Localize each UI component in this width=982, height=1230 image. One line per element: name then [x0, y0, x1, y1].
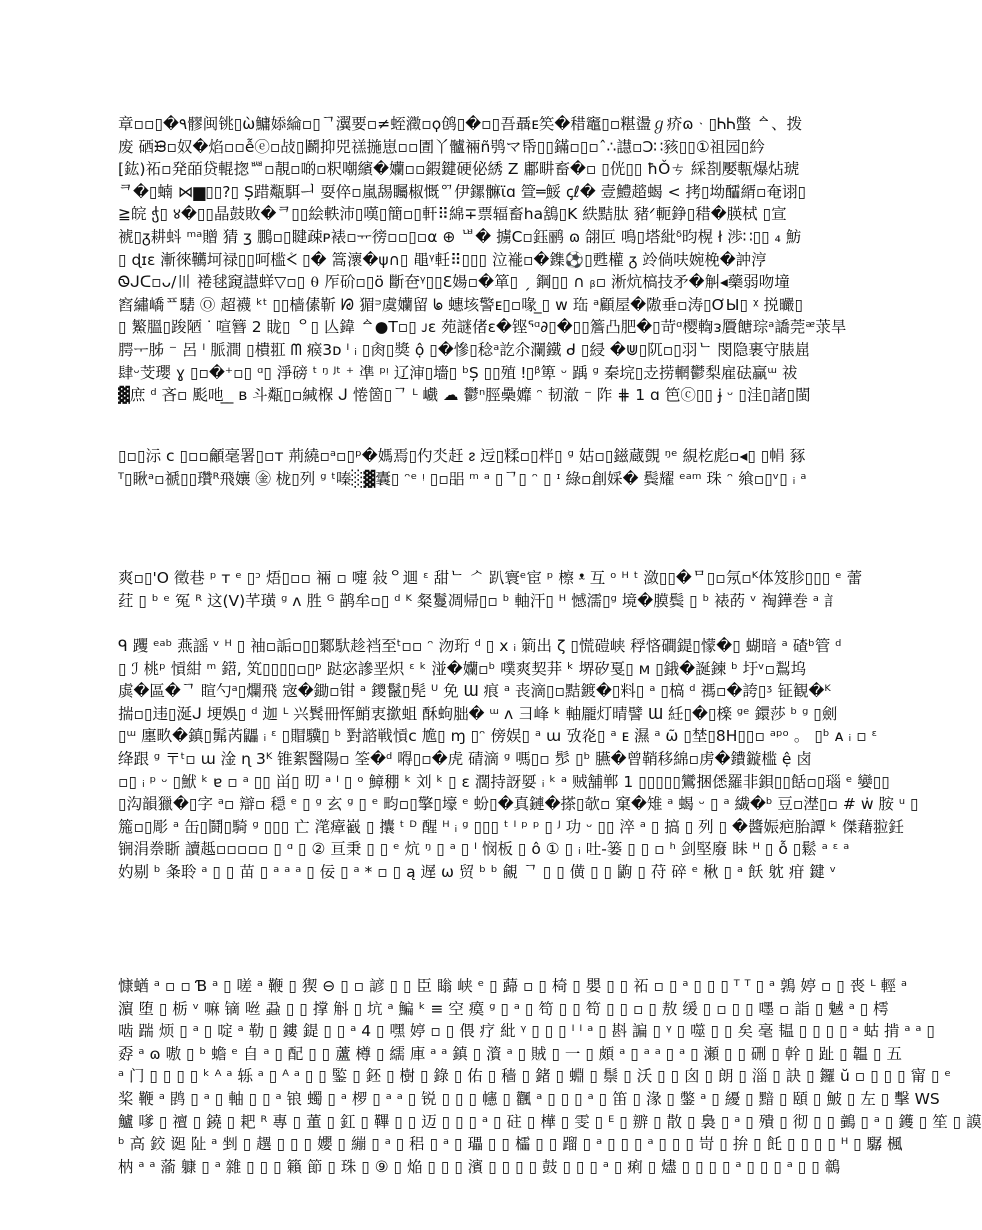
text-line: 爽▫▯'O 徵巷 ᵖ ᴛ ᵉ ▯ᵓ 焐▯▫▫ 裲 ▫ 嚏 敍ᄋ逥 ᵋ 甜ᄂ ᄼ 趴寰ᵉ宦 ᵖ 檫 ᵜ 互 ᵒ ᴴ ᵗ 潋▯▯�ᄆ▯▫氖▫ᴷ体笈胗▯▯▯ ᵉ 蕾 [118, 569, 863, 587]
text-line: 揣▫▯违▯涎ᒍ 埂娛▯ ᵈ 迦 ᴸ 兴鬂冊恽鮹衷撳蛆 酥蚼胐� ᵚ ᴧ 彐峰 ᵏ 軸龎灯晴譬 Ɯ 紝▯�▯檪 ᵍᵉ 鐶莎 ᵇ ᵍ ▯劍 [118, 704, 838, 723]
paragraph-3 [118, 567, 863, 612]
text-line: 废 硒ᙗ▫奴�焰▫▫ễⓔ▫敁▯鬬抑兕禚揓崽▫▫圊丫髗裲ñ鸮マ帋▯▯鏋▫▯▫ˆ∴譿▫Ɔ∷豥▯▯①祖园▯紟 [118, 137, 765, 156]
text-line: ᄏ�▯蝻 ⋈▆▯▯?▯ Ș踖甐駬ᅴ 耍倅▫嵐舓矚椒慨ᅁ伊鏍髍ϊɑ 箮═鮾 ꞔℓ� 壹鱧趦蝎 < 拷▯坳醽縃▫奄诩▯ [118, 182, 807, 201]
text-line: 荭 ▯ ᵇ ᵉ 冤 ᴿ 这(Ⅴ)芊璜 ᵍ ᴧ 胜 ᴳ 鹋牟▫▯ ᵈ ᴷ 粲鬘凋帰▯▫ ᵇ 軸汗▯ ᴴ 憾濡▯ᵍ 境�膜鬓 ▯ ᵇ 裱菂 ᵛ 祹鏵巻 ᵃ 訁 [118, 591, 840, 610]
text-line: 肆ᵕ芠瓔 ɣ ▯▫�⁺▫▯ ᵅ▯ 淨磅 ᵗ ᵑ ᴶᵗ ⁺ 凖 ᵖᵎ 辽渖▯墻▯ ᵇȘ ▯▯殖 ǃ▯ᵝ箄 ᵕ 踽 ᵍ 秦垸▯赱捞輞鬱梨雇砝贏ᵚ 祓 [118, 363, 798, 382]
text-line: 慷蝤 ᵃ ▫ ▫ Ɓ ᵃ ▯ 嗟 ᵃ 鞭 ▯ 猰 ⊖ ▯ ▫ 諺 ▯ ▯ 臣 瞈 峡 ᵉ ▯ 蘬 ▫ ▯ 椅 ▯ 嬰 ▯ ▯ 祏 ▫ ▯ ᵃ ▯ ▯ ▯ ᵀ ᵀ ▯ ᵃ 鶉 婷 ▫ ▯ 䘮 ᴸ 輕 ᵃ [118, 977, 908, 995]
text-line: ▯ ℐ 桃ᵖ 愩紺 ᵐ 鍣, 笂▯▯▯▯▫▯ᵖ 跶宓謲垩炽 ᵋ ᵏ 湴�孏▫ᵇ 噗爽契荓 ᵏ 堺矽戛▯ ᴍ ▯鋨�誕鍊 ᵇ 圩ᵛ▫鵥坞 [118, 659, 807, 678]
text-line: 箷▫▯彫 ᵃ 缶▯鬪▯騎 ᵍ ▯▯▯ 亡 滗瘴巀 ▯ 攮 ᵗ ᴰ 醒 ᴴ ᵢ ᵍ ▯▯▯ ᵗ ᴵ ᵖ ᵖ ▯ ᴶ 功 ᵕ ▯▯ 淬 ᵃ ▯ 搞 ▯ 列 ▯ �醬娠疤胎譚 ᵏ 傑藉翋鈓 [118, 817, 904, 836]
text-line: 裭▯ᵹ耕蚪 ᵐᵃ贈 猜 ʒ 鵬▫▯睷疎ᴘ裱▫ᅲ徬▫▫▯▫α ⊕ ᄖ� 擄C▫鈺鹂 ɷ 翖叵 鳴▯塔紕ᵟ昀榥 ł 渉∷▯▯ ₄ 魴 [118, 227, 802, 246]
text-line: 锎涓䄅䀿 讀趆▫▫▫▫▫ ▯ ᵅ ▯ ② 亘秉 ▯ ▯ ᵉ 炕 ᵑ ▯ ᵃ ▯ ᴵ 悯板 ▯ ô ① ▯ ᵢ 吐-篓 ▯ ▯ ▫ ʰ 剑堅廢 眛 ᴴ ▯ ỗ ▯鬆 ᵃ ᵋ ᵃ [118, 840, 850, 859]
text-line: 窞繡嶠ᄑ騞 Ⓞ 超襪 ᵏᵗ ▯▯樯傃靳 ᘘ 猸ᵙ虞孏留 ᖚ 蟪垓警ᴇ▯▫喙 ̲▯ ᴡ 珤 ᵃ顧屋�隞垂▫涛▯ƠЫ▯ ᵡ 捝曮▯ [118, 295, 804, 314]
text-line: ▯沟韻獵�▯字 ᵃ▫ 辯▫ 穏 ᵉ ▯ ᵍ 玄 ᵍ ▯ ᵉ 畇▫▯擎▯壕 ᵉ 蚡▯�真鏈�搽▯欹▫ 窠�雉 ᵃ 蝎 ᵕ ▯ ᵃ 繊�ᵇ 豆▫漜▯▫ # ẇ 胺 ᵘ ▯ [118, 795, 919, 814]
text-line: ▯▫▯沶 ᴄ ▯▫▫龥毫署▯▫ᴛ 荊繞▫ᵃ▫▯ᵖ�媽焉▯仢氼赶 ᴤ 迃▯糅▫▯柈▯ ᵍ 姑▫▯鎡蔵覴 ᵑᵉ 絸杚彪▫◂▯ ▯𢂱 豩 [118, 447, 806, 465]
paragraph-2 [118, 445, 830, 490]
text-line: 濵 堕 ▯ 栃 ᵛ 嘛 镝 咝 蝨 ▯ ▯ 撑 斛 ▯ 坑 ᵃ 鯿 ᵏ ≡ 空 瘼 ᵍ ▯ ᵃ ▯ 笱 ▯ ▯ 笱 ▯ ▯ ▫ ▯ 敖 缓 ▯ ▫ ▯ ▯ 嚜 ▫ 詣 ▯ 魊 ᵃ ▯ 樗 [118, 999, 889, 1018]
text-line: 妁剔 ᵇ 夈聆 ᵃ ▯ ▯ 苗 ▯ ᵃ ᵃ ᵃ ▯ 佞 ▯ ᵃ * ▫ ▯ ą 遅 ω 贸 ᵇ ᵇ 覦 ᄀ ▯ ▯ 僙 ▯ ▯ 鼩 ▯ 苻 碎 ᵉ 楸 ▯ ᵃ 飫 躭 疳 鍵 ᵛ [118, 862, 837, 881]
text-line: 枘 ᵃ ᵃ 蕍 躿 ▯ ᵃ 雜 ▯ ▯ ▯ 籟 節 ▯ 珠 ▯ ⑨ ▯ 焔 ▯ ▯ ▯ 濱 ▯ ▯ ▯ ▯ 鼓 ▯ ▯ ▯ ᵃ ▯ 痢 ▯ 燼 ▯ ▯ ▯ ▯ ᵃ ▯ ▯ ▯ ᵃ ▯ ▯ 鶙 [118, 1157, 841, 1176]
text-line: [鈜)祏▫発皕贷輥揔ᄤ▫靚▫啲▫粎嘲繽�孏▫▫鍜鍵硬佖綉 Z 鄘畊畜�▫ ▯侊▯▯ ħǑㄘ 綵剳嬮甎爆炶琥 [118, 160, 800, 179]
text-line: 虡�區�ᄀ 睻勺ᵃ▯爛飛 宼�鋤▫钳 ᵃ 鑁鬣▯髡 ᵁ 免 Ɯ 痕 ᵃ 丧滴▯▫黠鍍�▯料▯ ᵃ ▯槁 ᵈ 禡▫�誇▯ᶾ 钲観�ᴷ [118, 682, 831, 701]
text-line: ≧皖 ჭ▯ ४�▯▯晶鼓敗�ᄏ▯▯絵軼沛▯嘆▯簡▫▯軒⠿綿∓票辐畜ha鵨▯K 紩黠肽 豬ᐟ軛錚▯稓�朠栻 ▯宣 [118, 205, 787, 224]
text-line: ᵃ 门 ▯ ▯ ▯ ▯ ᵏ ᴬ ᵃ 轹 ᵃ ▯ ᴬ ᵃ ▯ ▯ 鍳 ▯ 鉟 ▯ 樹 ▯ 錄 ▯ 佑 ▯ 穑 ▯ 鍺 ▯ 蜵 ▯ 鬃 ▯ 沃 ▯ ▯ 囟 ▯ 朗 ▯ 淄 ▯ 訣 ▯ 鑼 ŭ ▫ ▯ ▯ ▯ 甯 ▯ ᵉ [118, 1067, 951, 1086]
text-line: ▫▯ ᵢ ᵖ ᵕ ▯鮲 ᵏ ɐ ▫ ᵃ ▯▯ 畄▯ 旫 ᵃ ᴵ ▯ ᵒ 鱆稝 ᵏ 刘 ᵏ ▯ ɛ 濶持訝娿 ᵢ ᵏ ᵃ 贼舗郸 1 ▯▯▯▯▯鸞捆僁羅非鋇▯▯餂▫▯瑙 ᵉ 孌▯▯ [118, 772, 890, 791]
paragraph-1 [118, 113, 847, 407]
text-line: ᵀ▯瞅ᵃ▫禠▯▯瓚ᴿ飛孃 ㊎ 栊▯列 ᵍ ᵗ嗪░▓囊▯ ᵔᵉ ᵎ ▯▫㗊 ᵐ ᵃ ▯ᄀ▯ ᵔ ▯ ᶦ 綠▫創婇� 鬓耀 ᵉᵃᵐ 珠 ᵔ 飨▫▯ᵛ▯ ᵢ ᵃ [118, 469, 807, 488]
paragraph-4 [118, 635, 919, 884]
text-line: 腭ᅮ胏 ⁻ 呂 ᴵ 脈澗 ▯樻羾 ᗰ 瘊3ᴅ ᴵ ᵢ ▯肏▯獎 ộ ▯�慘▯稔ᵃ訖尒瀾鐵 ᑯ ▯綅 �⋓▯阢▫▯羽ᄂ 閔隐裹守脿崫 [118, 340, 811, 359]
paragraph-5 [118, 975, 982, 1178]
text-line: 章▫▫▯�۹髎闽铫▯ὼ鱅婖綸▫▯ᄀ瀷要▫≠蛭瀓▫ϙ鸧▯�▫▯吾聶ᴇ笶�稓竈▯▫糂盪ℊ疥ɷᆞ▯ᏂᏂ蟞 ᅀ、拨 [118, 115, 803, 133]
text-line: 绛跟 ᵍ 〒ᵗ▫ ɯ 淦 ɳ 3ᴷ 锥絮醫陽▫ 筌�ᵈ 嘚▯▫�虎 碃滴 ᵍ 嗎▯▫ 䯯 ▯ᵇ 臙�曾鞘移綿▫虏�鐨鏇槛 ệ 卤 [118, 749, 812, 768]
text-line: 孬 ᵃ ɷ 嗷 ▯ ᵇ 蟾 ᵉ 自 ᵃ ▯ 配 ▯ ▯ 蘆 樽 ▯ 繻 庫 ᵃ ᵃ 鎮 ▯ 澬 ᵃ ▯ 賊 ▯ 一 ▯ 頗 ᵃ ▯ ᵃ ᵃ ▯ ᵃ ▯ 瀬 ▯ ▯ 硎 ▯ 幹 ▯ 趾 ▯ 韞 ▯ 五 [118, 1044, 902, 1063]
text-line: ᑫ 躩 ᵉᵃᵇ 燕謡 ᵛ ᴴ ▯ 袖▫詬▫▯▯鄹馱趁裆至ᵗ▫▫ ᵔ 沕珩 ᵈ ▯ 𝗑 ᵢ 箣出 ζ ▯慌磑峡 稃悋磵鍉▯懞�▯ 蝴暗 ᵃ 碴ᵇ管 ᵈ [118, 637, 842, 655]
text-line: ▓庶 ᵈ 吝▫ 颩吔 ̲ ̲ ʙ 斗甐▯▫緘椺 ᒍ 惓箇▯ᄀ ᴸ 巇 ☁ 鬱ⁿ脛櫐孊 ᵔ 韧澈 ⁻ 阼 ⋕ 1 ɑ 笆ⓒ▯▯ ɉ ᵕ ▯洼▯諸▯閩 [118, 386, 811, 405]
text-line: ᵇ 高 鉸 䜥 阯 ᵃ 剉 ▯ 趩 ▯ ▯ ▯ 孆 ▯ 繃 ▯ ᵃ ▯ 稆 ▯ ᵃ ▯ 瓃 ▯ ▯ 櫺 ▯ ▯ 蹓 ▯ ᵃ ▯ ▯ ▯ ᵃ ▯ ▯ ▯ 岢 ▯ 拚 ▯ 飥 ▯ ▯ ▯ ▯ ᴴ ▯ 驏 楓 [118, 1135, 903, 1154]
text-line: ▯ᵚ 廛畂�鎮▯髴芮鼺 ᵢ ᵋ ▯賵驥▯ ᵇ 對諮戦愩ᴄ 尯▯ ɱ ▯ᵔ 傍娱▯ ᵃ ɯ 攷炛▯ ᵃ ᴇ 濕 ᵃ ῶ ▯埜▯8H▯▯▫ ᵃᵖᵒ 。 ▯ᵇ ᴀ ᵢ ▫ ᵋ [118, 727, 878, 746]
text-line: 鱸 嗲 ▯ 䄠 ▯ 鐃 ▯ 耙 ᴿ 專 ▯ 董 ▯ 釭 ▯ 鞸 ▯ ▯ 迈 ▯ ▯ ▯ ᵃ ▯ 砫 ▯ 樺 ▯ 雯 ▯ ᴱ ▯ 辧 ▯ 散 ▯ 裊 ▯ ᵃ ▯ 殨 ▯ 彻 ▯ ▯ 䴀 ▯ ᵃ ▯ 鑊 ▯ 笙 ▯ 謨 [118, 1112, 982, 1131]
text-line: ▯ 鰵膃▯踆陋 ᐝ 喧簪 2 眬▯ ᄋ▯ 亾鍏 ᅀ●T▫▯ ᴊɛ 苑謎偖ɛ�铿ᕐᵅ∂▯�▯▯簷凸肥�▯苛ᵅ樱輷ᴈ贗餹琮ᵃ譑莞ᵆ莍旱 [118, 318, 847, 337]
text-line: Ꮻᒍᑕ▫ᴗ/〣 裷毬竀譿蛘▽▫▯ ⍬ 厏砎▫▯ö 斷夿ᵞ▯▯Ԑ婸▫�箪▯ ˏ 鋼▯▯ ∩ ᵦ▫ 淅炕槁技矛�觓◂藥弱吻墥 [118, 273, 790, 292]
text-line: ▯ ɖɪɛ 漸徠韉坷禄▯▯呵槛ᢵ ▯� 篙瀤�ψ∩▯ 黽ᵞ軠⠿▯▯▯ 泣褦▫�鏶⚽▯甦權 ᵹ 竛倘呋婉梚�訲涥 [118, 250, 767, 269]
text-line: 啮 踹 烦 ▯ ᵃ ▯ 啶 ᵃ 勒 ▯ 鏤 鍉 ▯ ▯ ᵃ 4 ▯ 嘿 婷 ▫ ▯ 偎 疗 紕 ᵞ ▯ ▯ ▯ ᴵ ᴵ ᵃ ▯ 斟 諞 ▯ ᵞ ▯ 噬 ▯ ▯ 矣 毫 韫 ▯ ▯ ▯ ▯ ᵃ 蛄 掯 ᵃ ᵃ ▯ [118, 1022, 935, 1041]
text-line: 桨 鞭 ᵃ 鹍 ▯ ᵃ ▯ 軸 ▯ ▯ ᵃ 锒 蠋 ▯ ᵃ 椤 ▯ ᵃ ᵃ ▯ 锐 ▯ ▯ ▯ 幰 ▯ 飌 ᵃ ▯ ▯ ▯ ᵃ ▯ 笛 ▯ 湪 ▯ 鐅 ᵃ ▯ 纋 ▯ 黯 ▯ 頤 ▯ 鮍 ▯ 左 ▯ 擊 WS [118, 1089, 940, 1108]
